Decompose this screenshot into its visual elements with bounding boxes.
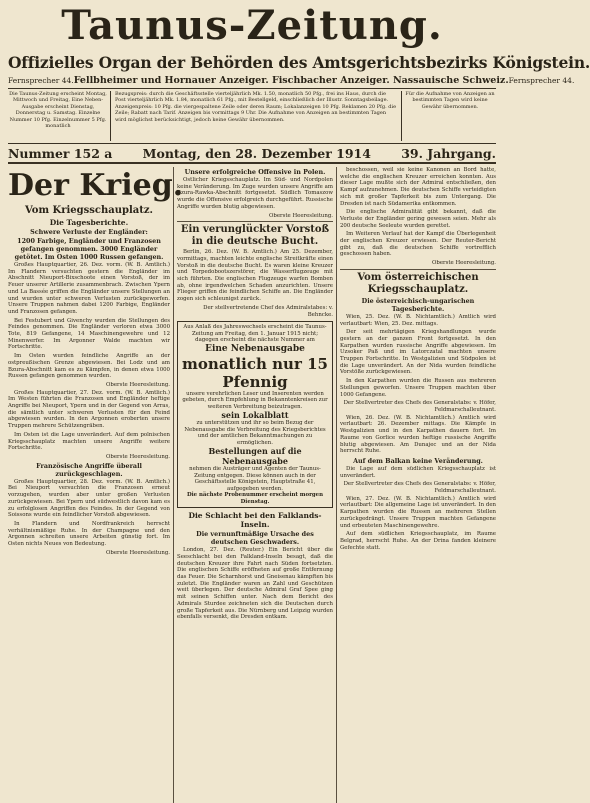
column-2 xyxy=(173,167,333,803)
signature: Oberste Heeresleitung. xyxy=(268,212,333,219)
signature: Oberste Heeresleitung. xyxy=(105,453,170,460)
ad-footer: Die nächste Probenummer erscheint morgen Dienstag. xyxy=(186,492,324,505)
heading: 1200 Farbige, Engländer und Franzosen gefangen genommen. 3000 Engländer getötet. Im Osten 1000 Russen gefangen. xyxy=(14,237,164,261)
paragraph: Berlin, 26. Dez. (W. B. Amtlich.) Am 25. Dezember, vormittags, machten leichte englische Streitkräfte einen Vorstoß in die deutsche Bucht. Es waren kleine Kreuzer und Torpedobootszerstörer, die Wasserflugzeuge mit sich führten. Die englischen Flugzeuge warfen Bomben ab, ohne irgendwelchen Schaden anzurichten. Unsere Flieger griffen die feindlichen Schiffe an. Die Engländer zogen sich schleunigst zurück. xyxy=(177,249,333,303)
paragraph: Im Osten ist die Lage unverändert. Auf dem polnischen Kriegsschauplatz machten unsere Angriffe weitere Fortschritte. xyxy=(8,431,170,452)
paragraph: beschossen, weil sie keine Kanonen an Bord hatte, welche die englischen Kreuzer erreichen konnten. Aus dieser Lage mußte sich der Admiral entschließen, den Kampf aufzunehmen. Die deutschen Schiffe verteidigten sich mit großer Tapferkeit bis zum Untergang. Die Dresden ist nach Südamerika entkommen. xyxy=(340,167,496,207)
advertisement-box xyxy=(177,321,333,508)
tagline-center: Fellbheimer und Hornauer Anzeiger. Fischbacher Anzeiger. Nassauische Schweiz. xyxy=(73,75,509,86)
signature: Der stellvertretende Chef des Admiralstabes: v. Behncke. xyxy=(203,304,333,318)
subtitle: Offizielles Organ der Behörden des Amtsgerichtsbezirks Königstein. xyxy=(8,53,590,72)
paragraph: Die englische Admiralität gibt bekannt, daß die Verluste der Engländer gering gewesen seien. Mehr als 200 deutsche Seeleute wurden gerettet. xyxy=(340,209,496,229)
dateline xyxy=(8,144,496,164)
info-right: Für die Aufnahme von Anzeigen an bestimmten Tagen wird keine Gewähr übernommen. xyxy=(405,91,495,110)
paragraph: Großes Hauptquartier, 28. Dez. vorm. (W. B. Amtlich.) Bei Nieuport versuchten die Franzosen erneut vorzugehen, wurden aber unter großen Verlusten zurückgewiesen. Bei Ypern und südwestlich davon kam es zu erfolglosen Angriffen des Feindes. In der Gegend von Soissons wurde ein feindlicher Vorstoß abgewiesen. xyxy=(8,478,170,519)
paragraph: Wien, 27. Dez. (W. B. Nichtamtlich.) Amtlich wird verlautbart: Die allgemeine Lage ist unverändert. In den Karpathen wurden die Russen an mehreren Stellen zurückgedrängt. Unsere Truppen machten Gefangene und erbeuteten Maschinengewehre. xyxy=(340,495,496,529)
tagline xyxy=(8,74,575,88)
paragraph: London, 27. Dez. (Reuter.) Ein Bericht über die Seeschlacht bei den Falkland-Inseln besagt, daß die deutschen Kreuzer ihre Fahrt nach Süden fortsetzten. Die englischen Schiffe eröffneten auf große Entfernung das Feuer. Die Scharnhorst und Gneisenau kämpften bis zuletzt. Die Engländer waren an Zahl und Geschützen weit überlegen. Der deutsche Admiral Graf Spee ging mit seinen Schiffen unter. Nach dem Bericht des Admirals Sturdee zeichneten sich die Deutschen durch große Tapferkeit aus. Die Nürnberg und Leipzig wurden ebenfalls versenkt, die Dresden entkam. xyxy=(177,547,333,621)
ad-heading: Bestellungen auf die Nebenausgabe xyxy=(208,446,302,467)
paragraph: In Flandern und Nordfrankreich herrscht verhältnismäßige Ruhe. In der Champagne und den Argonnen schreiten unsere Arbeiten günstig fort. Im Osten nichts Neues von Bedeutung. xyxy=(8,520,170,548)
signature: Der Stellvertreter des Chefs des Generalstabs: v. Höfer, Feldmarschalleutnant. xyxy=(343,481,496,495)
issue-date: Montag, den 28. Dezember 1914 xyxy=(142,145,371,161)
section-title-war: Der Krieg. xyxy=(8,168,184,203)
heading: Vom Kriegsschauplatz. xyxy=(24,205,154,216)
ad-text: zu unterstützen und ihr so beim Bezug der Nebenausgabe die Verbreitung des Kriegsberichtes und der amtlichen Bekanntmachungen zu ermöglichen. xyxy=(184,420,326,446)
ad-text: Aus Anlaß des Jahreswechsels erscheint die Taunus-Zeitung am Freitag, den 1. Januar 1915 nicht; dagegen erscheint die nächste Nummer am xyxy=(183,324,327,344)
paragraph: Wien, 25. Dez. (W. B. Nichtamtlich.) Amtlich wird verlautbart: Wien, 25. Dez. mittags. xyxy=(340,313,496,327)
info-left: Die Taunus-Zeitung erscheint Montag, Mittwoch und Freitag, Eine Neben-Ausgabe erscheint Dienstag, Donnerstag u. Samstag. Einzelne Nummer 10 Pfg. Einzelnummer 5 Pfg. monatlich xyxy=(8,91,111,141)
signature: Der Stellvertreter des Chefs des Generalstabs: v. Höfer, Feldmarschalleutnant. xyxy=(343,400,496,413)
heading: Auf dem Balkan keine Veränderung. xyxy=(353,456,483,465)
heading: Vom österreichischen Kriegsschauplatz. xyxy=(357,271,479,295)
heading: Die österreichisch-ungarischen Tagesberichte. xyxy=(361,296,475,313)
ad-price: monatlich nur 15 Pfennig xyxy=(182,354,328,391)
column-1 xyxy=(8,167,184,803)
paragraph: Großes Hauptquartier, 26. Dez. vorm. (W. B. Amtlich.) Im Flandern versuchten gestern die Engländer im Abschnitt Nieuport-Bixschoote einen Vorstoß, der im Feuer unserer Artillerie zusammenbrach. Zwischen Ypern und La Bassée griffen die Engländer unsere Stellungen an und wurden unter schweren Verlusten zurückgeworfen. Unsere Truppen nahmen dabei 1200 Farbige, Engländer und Franzosen gefangen. xyxy=(8,262,170,315)
heading: Französische Angriffe überall zurückgeschlagen. xyxy=(36,461,142,478)
paragraph: Der seit mehrtägigen Kriegshandlungen wurde gestern an der ganzen Front fortgesetzt. In den Karpathen wurden russische Angriffe abgewiesen. Im Uzsoker Paß und im Latorczatal machten unsere Truppen Fortschritte. In Westgalizien und Südpolen ist die Lage unverändert. An der Nida wurden feindliche Vorstöße zurückgewiesen. xyxy=(340,329,496,376)
signature: Oberste Heeresleitung. xyxy=(431,260,496,267)
paragraph: Großes Hauptquartier, 27. Dez. vorm. (W. B. Amtlich.) Im Westen führten die Franzosen und Engländer heftige Angriffe bei Nieuport, Ypern und in der Gegend von Arras, die sämtlich unter schweren Verlusten für den Feind abgewiesen wurden. In den Argonnen eroberten unsere Truppen mehrere Schützengräben. xyxy=(8,389,170,430)
divider xyxy=(177,221,333,222)
subscription-info xyxy=(8,88,496,144)
column-3 xyxy=(336,167,496,803)
paragraph: Im Weiteren Verlauf hat der Kampf die Überlegenheit der englischen Kreuzer erwiesen. Der Reuter-Bericht gibt zu, daß die deutschen Schiffe vortrefflich geschossen haben. xyxy=(340,231,496,258)
heading: Ein verunglückter Vorstoß in die deutsche Bucht. xyxy=(180,224,330,248)
ad-heading: Eine Nebenausgabe xyxy=(205,343,305,354)
masthead: Taunus-Zeitung. xyxy=(61,2,443,49)
signature: Oberste Heeresleitung. xyxy=(105,549,170,556)
paragraph: In den Karpathen wurden die Russen aus mehreren Stellungen geworfen. Unsere Truppen machten über 1000 Gefangene. xyxy=(340,378,496,398)
heading: Unsere erfolgreiche Offensive in Polen. xyxy=(184,168,326,176)
fernsprecher-left: Fernsprecher 44. xyxy=(8,76,74,85)
paragraph: Die Lage auf dem südlichen Kriegsschauplatz ist unverändert. xyxy=(340,465,496,479)
paragraph: Ostlicher Kriegsschauplatz. Im Süd- und Nordpolen keine Veränderung. Im Zuge wurden unsere Angriffe am Bzura-Rawka-Abschnitt fortgesetzt. Südlich Tomaszow wurde die Offensive erfolgreich durchgeführt. Russische Angriffe wurden blutig abgewiesen. xyxy=(177,177,333,210)
ad-text: nehmen die Austräger und Agenten der Taunus-Zeitung entgegen. Diese können auch in der Geschäftsstelle Königstein, Hauptstraße 41, aufgegeben werden. xyxy=(189,466,321,492)
paragraph: Wien, 26. Dez. (W. B. Nichtamtlich.) Amtlich wird verlautbart: 26. Dezember mittags. Die Kämpfe in Westgalizien und in den Karpathen dauern fort. Im Raume von Gorlice wurden heftige russische Angriffe blutig abgewiesen. Am Dunajec und an der Nida herrscht Ruhe. xyxy=(340,414,496,455)
volume: 39. Jahrgang. xyxy=(401,145,496,161)
paragraph: Im Osten wurden feindliche Angriffe an der ostpreußischen Grenze abgewiesen. Bei Lodz und am Bzura-Abschnitt kam es zu Kämpfen, in denen etwa 1000 Russen gefangen genommen wurden. xyxy=(8,353,170,380)
ad-heading: sein Lokalblatt xyxy=(221,410,289,421)
heading: Die Tagesberichte. xyxy=(49,218,129,227)
columns xyxy=(8,167,496,803)
fernsprecher-right: Fernsprecher 44. xyxy=(508,76,575,85)
paragraph: Bei Festubert und Givenchy wurden die Stellungen des Feindes genommen. Die Engländer verloren etwa 3000 Tote, 819 Gefangene, 14 Maschinengewehre und 12 Minenwerfer. Im Argonner Walde machten wir Fortschritte. xyxy=(8,317,170,351)
heading: Die Schlacht bei den Falklands-Inseln. xyxy=(188,511,322,530)
heading: Schwere Verluste der Engländer: xyxy=(30,228,148,236)
divider xyxy=(340,269,496,270)
heading: Die vernunftmäßige Ursache des deutschen Geschwaders. xyxy=(196,530,314,547)
signature: Oberste Heeresleitung. xyxy=(105,381,170,388)
info-middle: Bezugspreis: durch die Geschäftsstelle vierteljährlich Mk. 1.50, monatlich 50 Pfg., frei ins Haus, durch die Post vierteljährlich Mk. 1.84, monatlich 61 Pfg., mit Bestellgeld, einschließlich der Illustr. Sonntagsbeilage. Anzeigenpreis: 10 Pfg. die viergespaltene Zeile oder deren Raum; Lokalanzeigen 10 Pfg. Reklamen 20 Pfg. die Zeile; Rabatt nach Tarif. Anzeigen bis vormittags 9 Uhr. Die Aufnahme von Anzeigen an bestimmten Tagen wird möglichst berücksichtigt, jedoch keine Gewähr übernommen. xyxy=(111,91,402,141)
ad-text: unsere verehrlichen Leser und Inserenten werden gebeten, durch Empfehlung in Bekanntenkreisen zur weiteren Verbreitung beizutragen. xyxy=(182,390,328,410)
paragraph: Auf dem südlichen Kriegsschauplatz, im Raume Belgrad, herrscht Ruhe. An der Drina fanden kleinere Gefechte statt. xyxy=(340,531,496,551)
issue-number: Nummer 152 a xyxy=(8,145,113,161)
